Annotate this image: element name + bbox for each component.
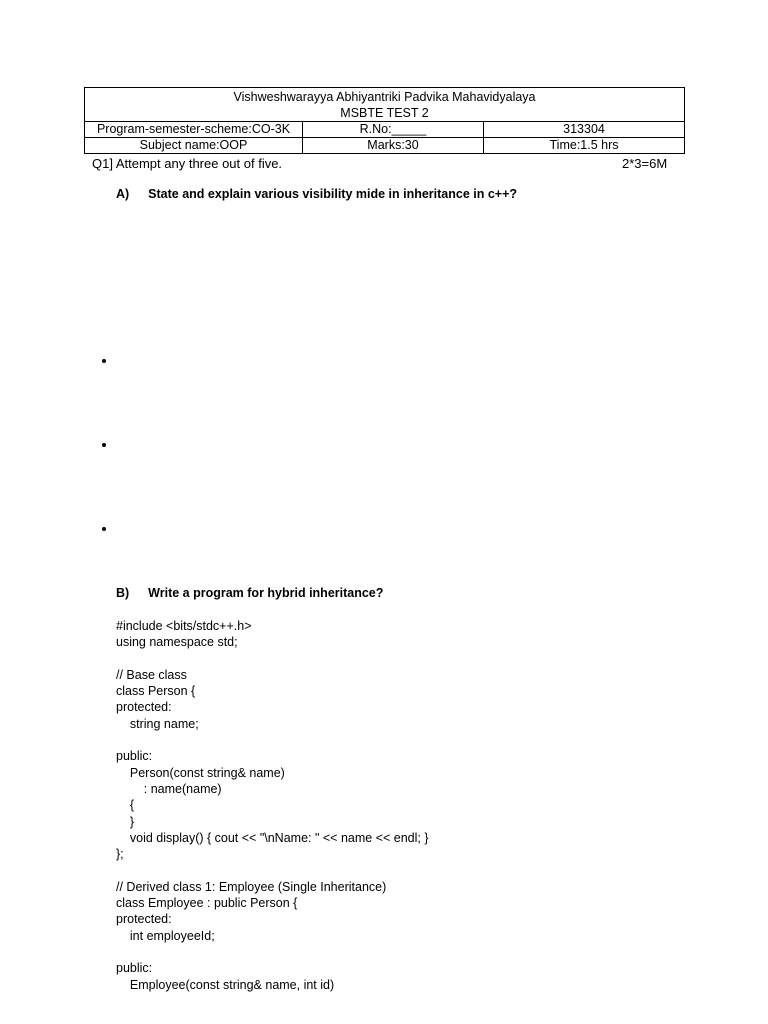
code-line: // Base class — [116, 667, 187, 682]
program-cell: Program-semester-scheme:CO-3K — [85, 122, 303, 138]
code-line: // Derived class 1: Employee (Single Inheritance) — [116, 879, 387, 894]
title-cell — [85, 88, 685, 122]
code-line: } — [116, 814, 135, 829]
part-a-heading — [116, 187, 517, 201]
code-line — [116, 732, 429, 748]
question-instruction: Q1] Attempt any three out of five. — [92, 156, 283, 171]
marks-cell: Marks:30 — [303, 138, 484, 154]
part-a-text: State and explain various visibility mide in inheritance in c++? — [148, 187, 518, 201]
code-block — [116, 618, 429, 993]
subject-cell: Subject name:OOP — [85, 138, 303, 154]
code-line: class Person { — [116, 684, 196, 699]
bullet-point — [102, 527, 106, 531]
code-line: class Employee : public Person { — [116, 896, 298, 911]
code-line: #include <bits/stdc++.h> — [116, 619, 252, 633]
code-line: public: — [116, 961, 153, 976]
college-name: Vishweshwarayya Abhiyantriki Padvika Mahavidyalaya — [233, 90, 536, 104]
roll-no-cell: R.No:_____ — [303, 122, 484, 138]
course-code-cell: 313304 — [484, 122, 685, 138]
code-line: Employee(const string& name, int id) — [116, 977, 335, 992]
part-b-text: Write a program for hybrid inheritance? — [148, 586, 384, 600]
part-b-heading — [116, 586, 383, 600]
bullet-point — [102, 443, 106, 447]
code-line — [116, 944, 429, 960]
bullet-point — [102, 359, 106, 363]
code-line: protected: — [116, 912, 172, 927]
code-line: public: — [116, 749, 153, 764]
code-line: : name(name) — [116, 781, 222, 796]
code-line: }; — [116, 847, 124, 862]
part-a-label: A) — [116, 187, 130, 201]
code-line: int employeeId; — [116, 928, 215, 943]
time-cell: Time:1.5 hrs — [484, 138, 685, 154]
code-line: Person(const string& name) — [116, 765, 285, 780]
test-name: MSBTE TEST 2 — [340, 106, 429, 120]
code-line — [116, 862, 429, 878]
question-marks: 2*3=6M — [622, 156, 668, 171]
code-line: void display() { cout << "\nName: " << name << endl; } — [116, 830, 429, 845]
code-line: string name; — [116, 716, 199, 731]
header-table — [84, 87, 685, 154]
code-line: using namespace std; — [116, 635, 238, 650]
code-line: { — [116, 798, 135, 813]
code-line: protected: — [116, 700, 172, 715]
code-line — [116, 651, 429, 667]
part-b-label: B) — [116, 586, 130, 600]
